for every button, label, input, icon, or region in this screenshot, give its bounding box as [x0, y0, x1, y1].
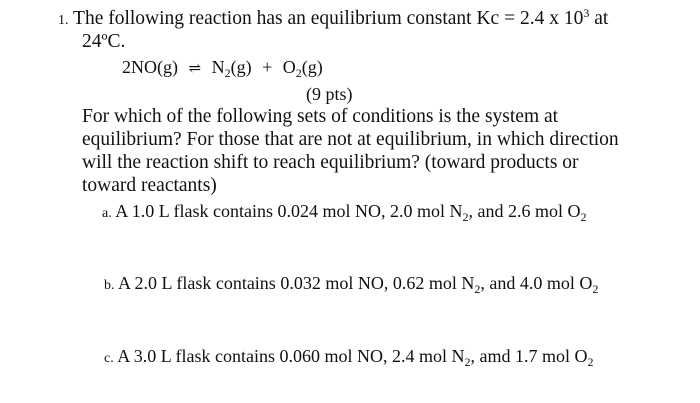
option-letter: b.	[104, 278, 115, 293]
question-number: 1.	[58, 13, 69, 28]
prompt-line-1: For which of the following sets of conditions is the system at	[82, 106, 559, 127]
option-b: b. A 2.0 L flask contains 0.032 mol NO, 0.62 mol $N_2$, and 4.0 mol $O_2$	[104, 273, 599, 296]
option-a: a. A 1.0 L flask contains 0.024 mol NO, 2.0 mol $N_2$, and 2.6 mol $O_2$	[102, 201, 587, 224]
temperature: 24ºC.	[82, 31, 126, 52]
points-label: (9 pts)	[306, 84, 353, 104]
plus-sign: +	[262, 57, 273, 77]
question-intro: The following reaction has an equilibrium constant Kc = 2.4 x 10	[73, 8, 584, 29]
k-exponent: 3	[583, 6, 590, 20]
product-n2: $N_2(g)$	[211, 57, 252, 80]
reactant: 2NO(g)	[122, 57, 178, 77]
prompt-line-2: equilibrium? For those that are not at equilibrium, in which direction	[82, 129, 619, 150]
prompt-line-3: will the reaction shift to reach equilibrium? (toward products or	[82, 152, 579, 173]
option-letter: c.	[104, 351, 114, 366]
product-o2: $O_2(g)$	[282, 57, 323, 80]
prompt-line-4: toward reactants)	[82, 175, 217, 196]
temperature-line	[82, 31, 125, 53]
question-intro-end: at	[589, 8, 609, 29]
option-c: c. A 3.0 L flask contains 0.060 mol NO, 2.4 mol $N_2$, amd 1.7 mol $O_2$	[104, 346, 594, 369]
reaction-equation	[122, 56, 323, 80]
equilibrium-arrow: ⇌	[188, 61, 202, 77]
question-header-line	[58, 8, 608, 32]
option-letter: a.	[102, 206, 112, 221]
